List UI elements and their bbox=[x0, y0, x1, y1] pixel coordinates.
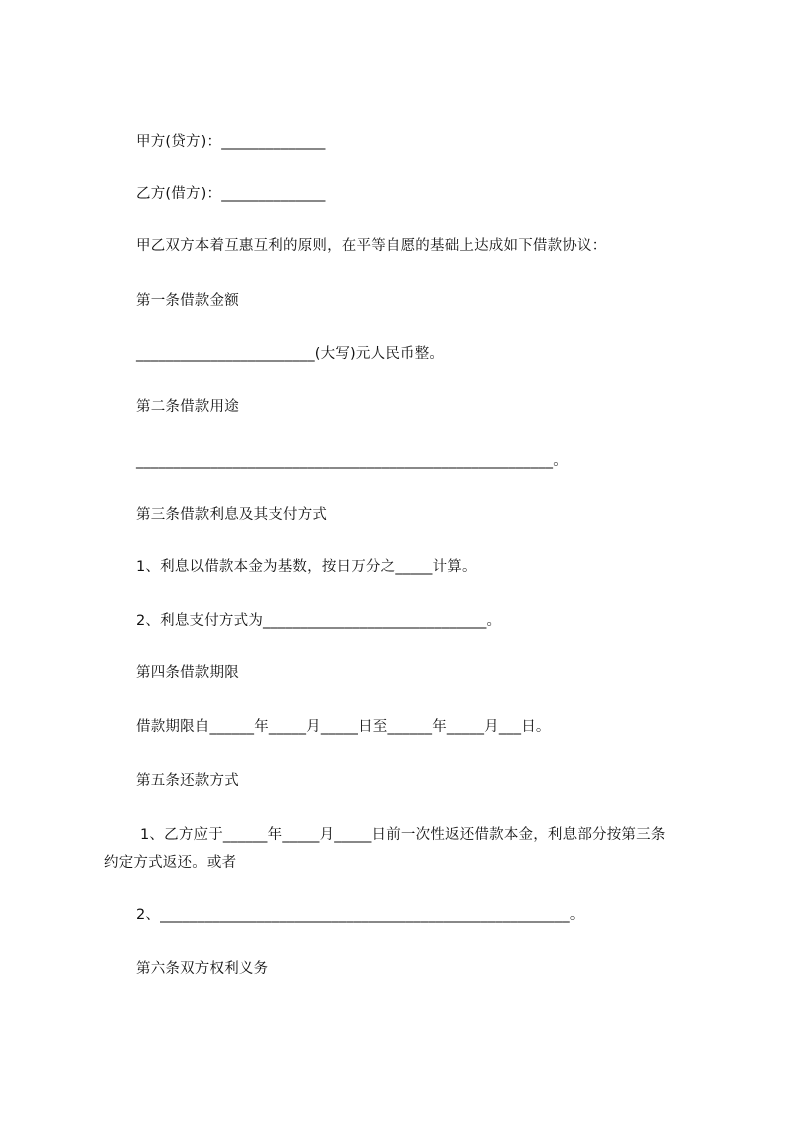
interest-payment-line: 2、利息支付方式为______________________________。 bbox=[136, 613, 502, 629]
repayment-option-1: 1、乙方应于______年_____月_____日前一次性返还借款本金，利息部分按第三条 bbox=[140, 827, 666, 843]
borrower-line: 乙方(借方)：______________ bbox=[136, 186, 326, 202]
article-6-heading: 第六条双方权利义务 bbox=[136, 961, 269, 977]
article-3-heading: 第三条借款利息及其支付方式 bbox=[136, 507, 328, 523]
repayment-option-1-continued: 约定方式返还。或者 bbox=[104, 855, 237, 871]
article-4-heading: 第四条借款期限 bbox=[136, 665, 239, 681]
agreement-intro: 甲乙双方本着互惠互利的原则，在平等自愿的基础上达成如下借款协议： bbox=[136, 238, 607, 254]
loan-term-line: 借款期限自______年_____月_____日至______年_____月___日。 bbox=[136, 719, 551, 735]
repayment-option-2: 2、_______________________________________________________。 bbox=[136, 907, 585, 923]
lender-line: 甲方(贷方)：______________ bbox=[136, 134, 326, 150]
interest-rate-line: 1、利息以借款本金为基数，按日万分之_____计算。 bbox=[136, 559, 477, 575]
article-2-heading: 第二条借款用途 bbox=[136, 399, 239, 415]
article-1-heading: 第一条借款金额 bbox=[136, 293, 239, 309]
loan-amount-line: ________________________(大写)元人民币整。 bbox=[136, 346, 445, 362]
loan-purpose-line: ________________________________________________________。 bbox=[136, 453, 568, 469]
article-5-heading: 第五条还款方式 bbox=[136, 773, 239, 789]
